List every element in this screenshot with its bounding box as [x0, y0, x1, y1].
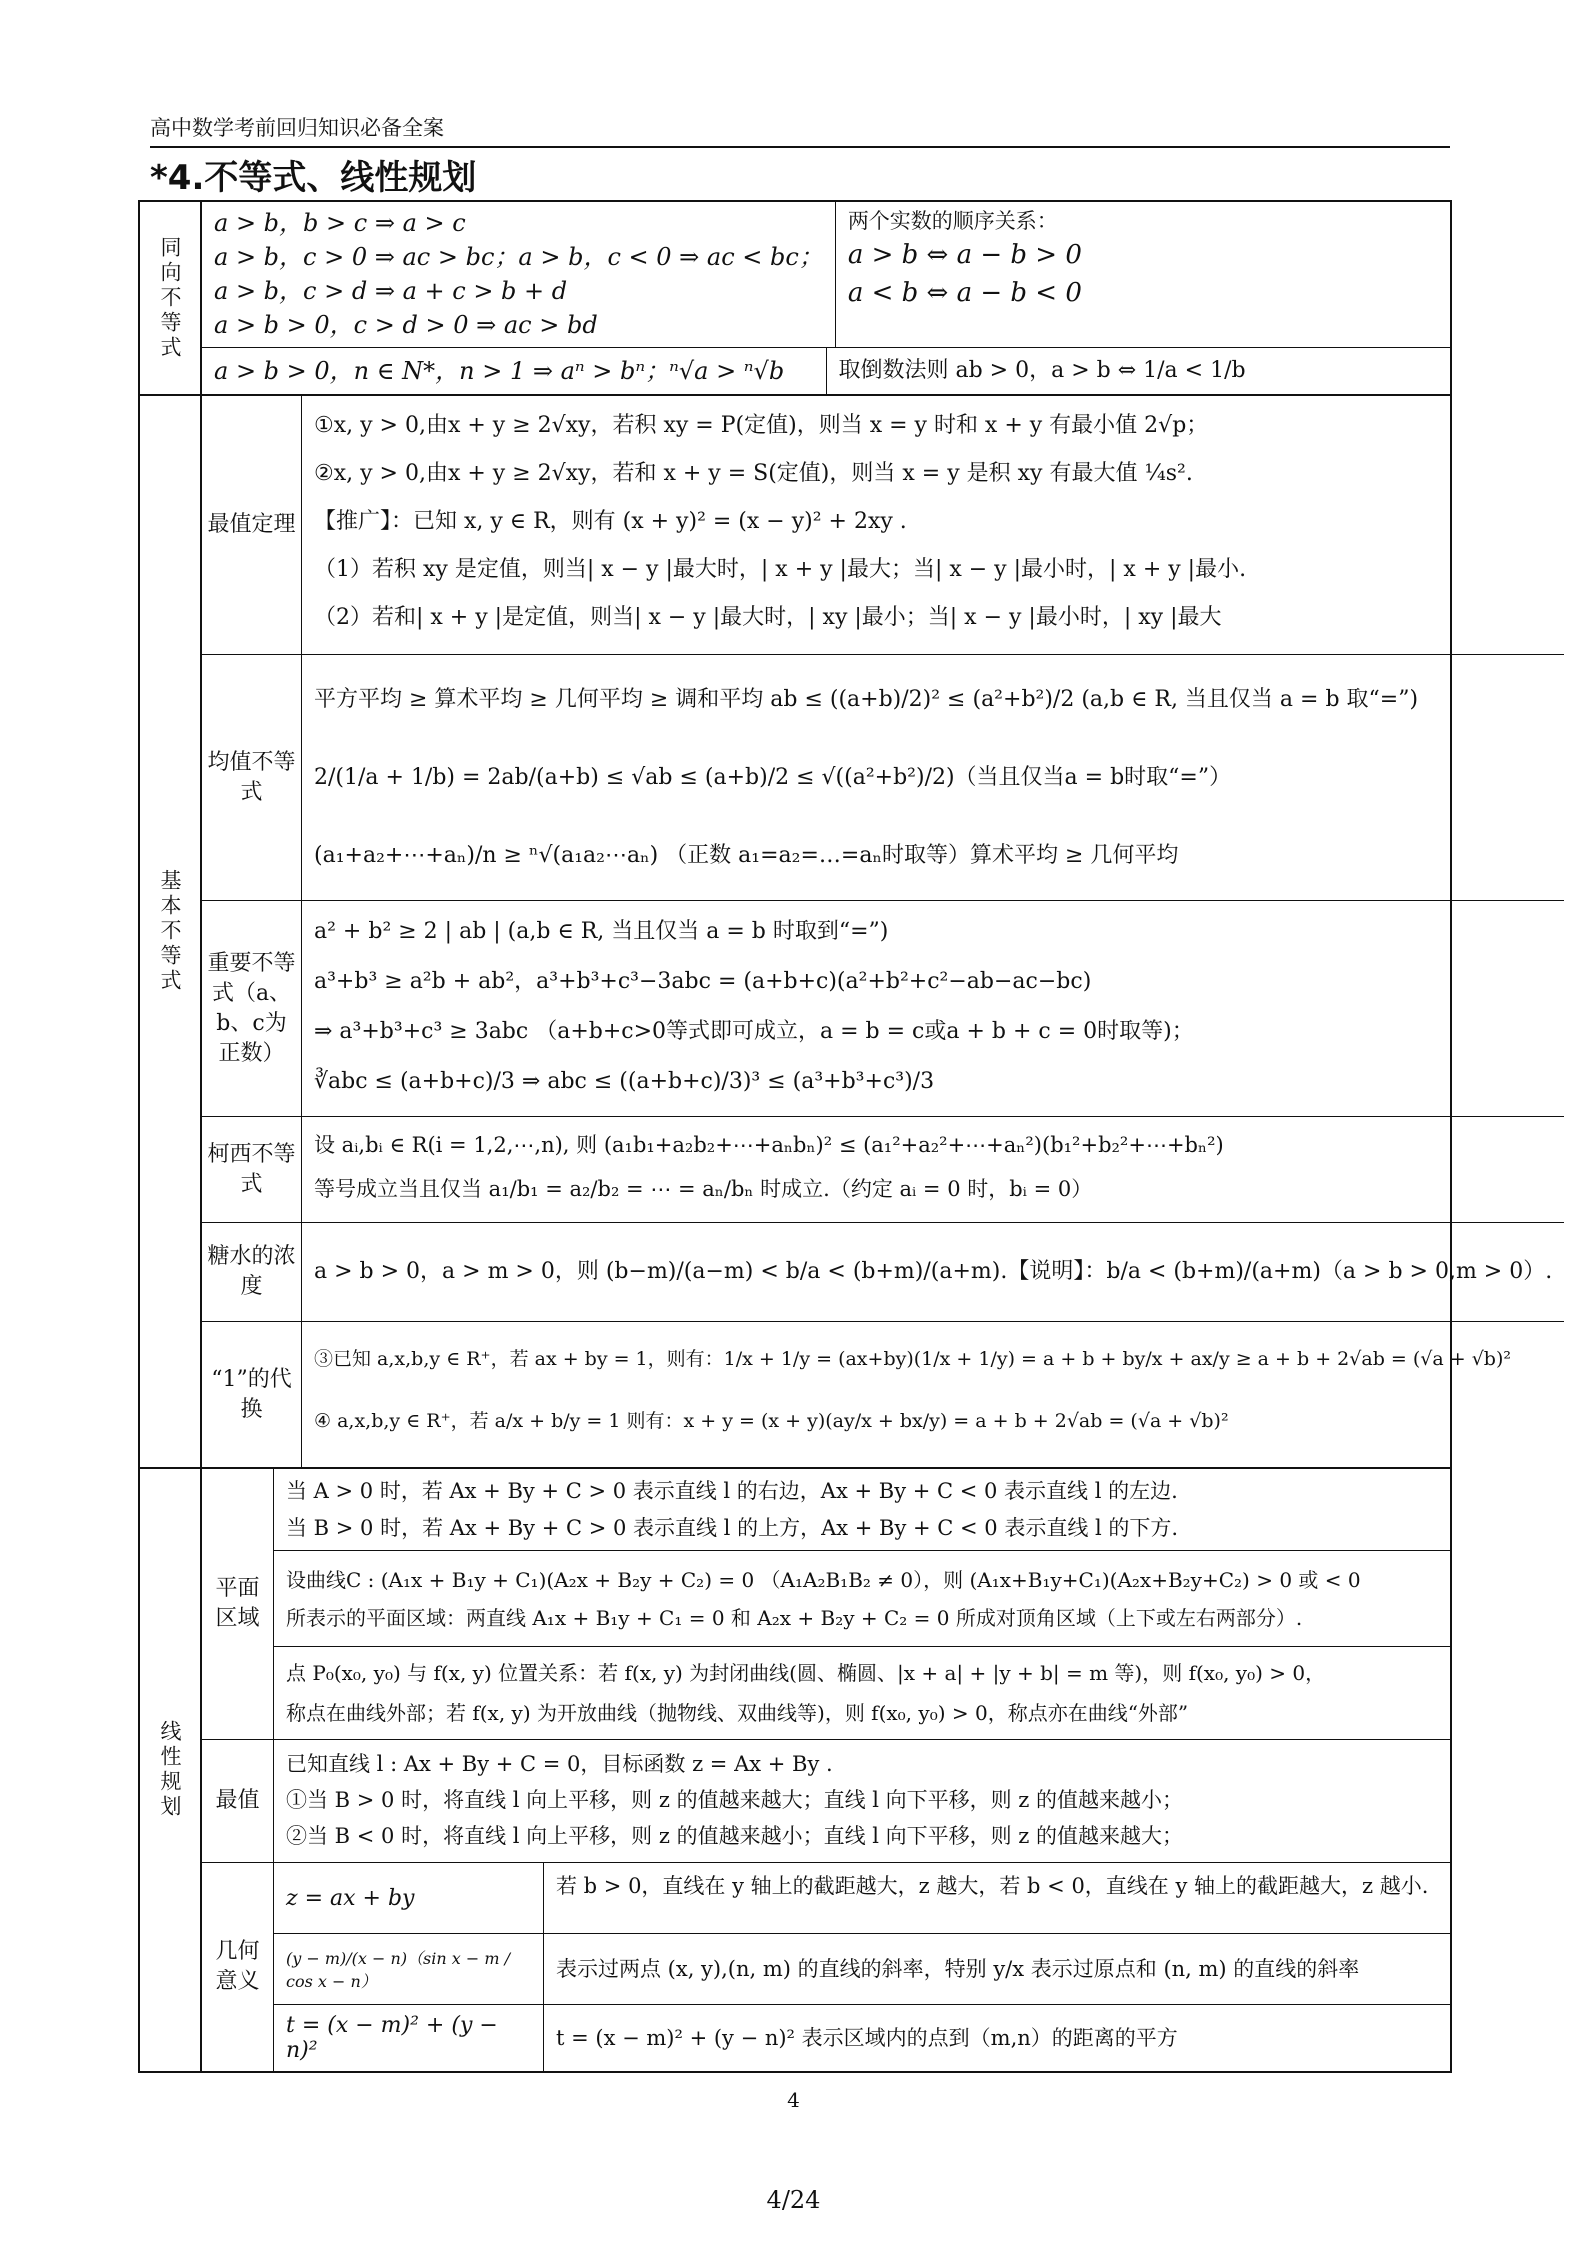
section-xianxing — [140, 1467, 1450, 2071]
power-rule: a > b > 0，n ∈ N*，n > 1 ⇒ aⁿ > bⁿ；ⁿ√a > ⁿ√b — [202, 348, 827, 394]
header-rule — [150, 146, 1450, 148]
content-line: a > b > 0，a > m > 0，则 (b−m)/(a−m) < b/a < (b+m)/(a+m).【说明】：b/a < (b+m)/(a+m)（a > b > 0,m > 0）. — [314, 1259, 1553, 1284]
order-line: a > b ⇔ a − b > 0 — [847, 240, 1082, 270]
content-daihuan — [302, 1322, 1564, 1467]
section-tongxiang — [140, 202, 1450, 394]
row-daihuan — [202, 1321, 1564, 1467]
jihe-row — [274, 1863, 1450, 1934]
content-line: ①x, y > 0,由x + y ≥ 2√xy，若积 xy = P(定值)，则当 x = y 时和 x + y 有最小值 2√p； — [314, 413, 1209, 438]
jihe-desc: 表示过两点 (x, y),(n, m) 的直线的斜率，特别 y/x 表示过原点和 (n, m) 的直线的斜率 — [556, 1957, 1360, 1981]
jihe-row — [274, 2005, 1450, 2071]
content-line: 【推广】：已知 x, y ∈ R，则有 (x + y)² = (x − y)² + 2xy . — [314, 509, 907, 534]
content-line: a³+b³ ≥ a²b + ab²，a³+b³+c³−3abc = (a+b+c)(a²+b²+c²−ab−ac−bc) — [314, 969, 1092, 994]
jihe-desc: t = (x − m)² + (y − n)² 表示区域内的点到（m,n）的距离的平方 — [556, 2026, 1178, 2050]
page-number: 4 — [787, 2088, 800, 2112]
content-line: ②当 B < 0 时，将直线 l 向上平移，则 z 的值越来越小；直线 l 向下平移，则 z 的值越来越大； — [286, 1824, 1184, 1848]
tongxiang-rules — [202, 202, 836, 347]
reciprocal-rule: 取倒数法则 ab > 0，a > b ⇔ 1/a < 1/b — [838, 358, 1246, 383]
row-zuizhi-xianxing — [202, 1739, 1450, 1862]
section-label-jiben: 基本不等式 — [140, 396, 202, 1467]
content-line: (a₁+a₂+⋯+aₙ)/n ≥ ⁿ√(a₁a₂⋯aₙ) （正数 a₁=a₂=…=aₙ时取等）算术平均 ≥ 几何平均 — [314, 843, 1179, 868]
sub-label-kexi: 柯西不等式 — [202, 1117, 302, 1222]
content-line: ③已知 a,x,b,y ∈ R⁺，若 ax + by = 1，则有：1/x + 1/y = (ax+by)(1/x + 1/y) = a + b + by/x + ax/y ≥ a + b + 2√ab = (√a + √b)² — [314, 1348, 1512, 1370]
content-line: ④ a,x,b,y ∈ R⁺，若 a/x + b/y = 1 则有：x + y = (x + y)(ay/x + bx/y) = a + b + 2√ab = (√a + √b)² — [314, 1410, 1229, 1432]
content-zhongyao — [302, 901, 1564, 1116]
section-jiben — [140, 394, 1553, 1467]
order-line: a < b ⇔ a − b < 0 — [847, 278, 1082, 308]
sub-label-zuizhi-xianxing: 最值 — [202, 1740, 274, 1862]
jihe-expr: z = ax + by — [274, 1863, 544, 1933]
rule-line: a > b，c > 0 ⇒ ac > bc；a > b，c < 0 ⇒ ac < bc； — [214, 243, 823, 271]
content-line: 平方平均 ≥ 算术平均 ≥ 几何平均 ≥ 调和平均 ab ≤ ((a+b)/2)² ≤ (a²+b²)/2 (a,b ∈ R, 当且仅当 a = b 取“=”) — [314, 687, 1419, 712]
page-of-total: 4/24 — [766, 2186, 821, 2214]
content-line: 已知直线 l : Ax + By + C = 0，目标函数 z = Ax + By . — [286, 1752, 833, 1776]
content-line: 设 aᵢ,bᵢ ∈ R(i = 1,2,⋯,n), 则 (a₁b₁+a₂b₂+⋯+aₙbₙ)² ≤ (a₁²+a₂²+⋯+aₙ²)(b₁²+b₂²+⋯+bₙ²) — [314, 1133, 1224, 1157]
content-line: 称点在曲线外部；若 f(x, y) 为开放曲线（抛物线、双曲线等)，则 f(x₀, y₀) > 0，称点亦在曲线“外部” — [286, 1701, 1189, 1725]
jihe-row — [274, 1934, 1450, 2005]
row-kexi — [202, 1116, 1564, 1222]
row-tangshui — [202, 1222, 1564, 1321]
content-line: 等号成立当且仅当 a₁/b₁ = a₂/b₂ = ⋯ = aₙ/bₙ 时成立.（约定 aᵢ = 0 时，bᵢ = 0） — [314, 1177, 1093, 1201]
rule-line: a > b，c > d ⇒ a + c > b + d — [214, 277, 568, 305]
order-relation — [836, 202, 1450, 347]
content-line: ②x, y > 0,由x + y ≥ 2√xy，若和 x + y = S(定值)，则当 x = y 是积 xy 有最大值 ¼s². — [314, 461, 1193, 486]
content-line: （2）若和| x + y |是定值，则当| x − y |最大时，| xy |最小；当| x − y |最小时，| xy |最大 — [314, 605, 1222, 630]
content-line: ①当 B > 0 时，将直线 l 向上平移，则 z 的值越来越大；直线 l 向下平移，则 z 的值越来越小； — [286, 1788, 1184, 1812]
content-line: ∛abc ≤ (a+b+c)/3 ⇒ abc ≤ ((a+b+c)/3)³ ≤ (a³+b³+c³)/3 — [314, 1069, 935, 1094]
content-line: 当 B > 0 时，若 Ax + By + C > 0 表示直线 l 的上方，Ax + By + C < 0 表示直线 l 的下方. — [286, 1516, 1179, 1540]
jihe-desc: 若 b > 0，直线在 y 轴上的截距越大，z 越大，若 b < 0，直线在 y 轴上的截距越大，z 越小. — [556, 1874, 1429, 1898]
rule-line: a > b > 0，c > d > 0 ⇒ ac > bd — [214, 311, 598, 339]
content-line: 当 A > 0 时，若 Ax + By + C > 0 表示直线 l 的右边，Ax + By + C < 0 表示直线 l 的左边. — [286, 1479, 1178, 1503]
row-jihe — [202, 1862, 1450, 2071]
sub-label-zhongyao: 重要不等式（a、b、c为正数） — [202, 901, 302, 1116]
section-title: *4.不等式、线性规划 — [150, 158, 477, 198]
content-line: a² + b² ≥ 2 | ab | (a,b ∈ R, 当且仅当 a = b 时取到“=”) — [314, 919, 889, 944]
running-header: 高中数学考前回归知识必备全案 — [150, 116, 444, 140]
sub-label-daihuan: “1”的代换 — [202, 1322, 302, 1467]
section-label-xianxing: 线性规划 — [140, 1469, 202, 2071]
section-label-tongxiang: 同向不等式 — [140, 202, 202, 394]
content-line: （1）若积 xy 是定值，则当| x − y |最大时，| x + y |最大；当| x − y |最小时，| x + y |最小. — [314, 557, 1247, 582]
sub-label-tangshui: 糖水的浓度 — [202, 1223, 302, 1321]
content-junzhi — [302, 655, 1564, 900]
content-line: 2/(1/a + 1/b) = 2ab/(a+b) ≤ √ab ≤ (a+b)/2 ≤ √((a²+b²)/2)（当且仅当a = b时取“=”） — [314, 765, 1232, 790]
sub-label-pingmian: 平面区域 — [202, 1469, 274, 1739]
content-kexi — [302, 1117, 1564, 1222]
content-zuizhi — [302, 396, 1564, 654]
content-jihe — [274, 1863, 1450, 2071]
content-pingmian — [274, 1469, 1450, 1739]
content-line: ⇒ a³+b³+c³ ≥ 3abc （a+b+c>0等式即可成立，a = b = c或a + b + c = 0时取等)； — [314, 1019, 1194, 1044]
sub-label-junzhi: 均值不等式 — [202, 655, 302, 900]
content-line: 所表示的平面区域：两直线 A₁x + B₁y + C₁ = 0 和 A₂x + B₂y + C₂ = 0 所成对顶角区域（上下或左右两部分）. — [286, 1606, 1303, 1630]
row-zuizhi-dingli — [202, 396, 1564, 654]
sub-label-zuizhi: 最值定理 — [202, 396, 302, 654]
row-zhongyao — [202, 900, 1564, 1116]
jihe-expr: (y − m)/(x − n)（sin x − m / cos x − n） — [274, 1934, 544, 2004]
jihe-expr: t = (x − m)² + (y − n)² — [274, 2005, 544, 2071]
content-line: 设曲线C : (A₁x + B₁y + C₁)(A₂x + B₂y + C₂) = 0 （A₁A₂B₁B₂ ≠ 0），则 (A₁x+B₁y+C₁)(A₂x+B₂y+C₂) > 0 或 < 0 — [286, 1568, 1361, 1592]
content-line: 点 P₀(x₀, y₀) 与 f(x, y) 位置关系：若 f(x, y) 为封闭曲线(圆、椭圆、|x + a| + |y + b| = m 等)，则 f(x₀, y₀) > 0， — [286, 1661, 1326, 1685]
row-pingmian — [202, 1469, 1450, 1739]
rule-line: a > b，b > c ⇒ a > c — [214, 209, 466, 237]
content-zuizhi-xianxing — [274, 1740, 1450, 1862]
content-tangshui — [302, 1223, 1564, 1321]
sub-label-jihe: 几何意义 — [202, 1863, 274, 2071]
row-junzhi — [202, 654, 1564, 900]
order-title: 两个实数的顺序关系： — [847, 209, 1058, 233]
knowledge-table — [138, 200, 1553, 2073]
